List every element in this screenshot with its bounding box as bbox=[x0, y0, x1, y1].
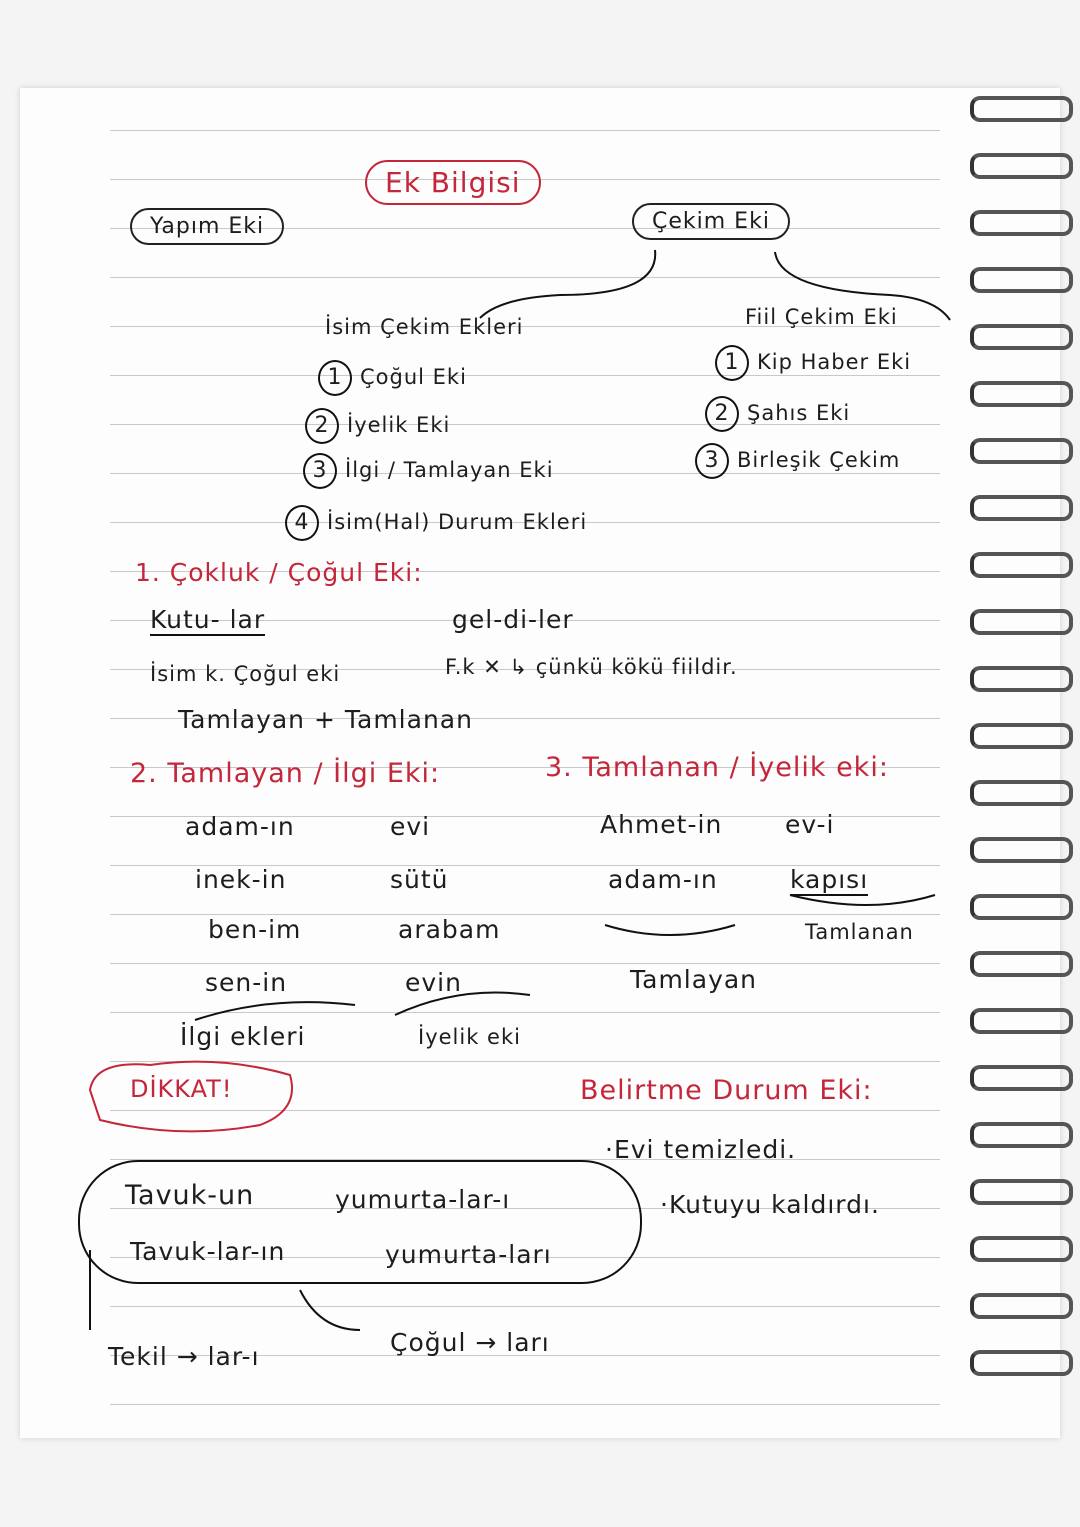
s3-row2-a: adam-ın bbox=[608, 865, 718, 894]
fiil-cekim-title: Fiil Çekim Eki bbox=[745, 305, 898, 329]
s3-row1-a: Ahmet-in bbox=[600, 810, 723, 839]
dikkat-line2b: yumurta-ları bbox=[385, 1240, 552, 1269]
s2-row1-a: adam-ın bbox=[185, 812, 295, 841]
isim-item-3: 3 İlgi / Tamlayan Eki bbox=[303, 453, 554, 489]
isim-cekim-title: İsim Çekim Ekleri bbox=[325, 315, 524, 339]
dikkat-line1b: yumurta-lar-ı bbox=[335, 1185, 511, 1214]
belirtme-heading: Belirtme Durum Eki: bbox=[580, 1075, 873, 1106]
s2-row4-a: sen-in bbox=[205, 968, 288, 997]
formula: Tamlayan + Tamlanan bbox=[178, 705, 473, 734]
fiil-item-3: 3 Birleşik Çekim bbox=[695, 443, 900, 479]
cogul-note: Çoğul → ları bbox=[390, 1328, 550, 1357]
isim-item-4: 4 İsim(Hal) Durum Ekleri bbox=[285, 505, 587, 541]
dikkat-line2a: Tavuk-lar-ın bbox=[130, 1237, 286, 1266]
s2-row3-b: arabam bbox=[398, 915, 501, 944]
tamlanan-label: Tamlanan bbox=[805, 920, 914, 944]
fiil-item-2: 2 Şahıs Eki bbox=[705, 396, 850, 432]
dikkat-line1a: Tavuk-un bbox=[125, 1180, 255, 1211]
isim-item-1: 1 Çoğul Eki bbox=[318, 360, 467, 396]
cekim-eki: Çekim Eki bbox=[632, 203, 790, 240]
example-kutular: Kutu- lar bbox=[150, 605, 266, 634]
isim-item-2: 2 İyelik Eki bbox=[305, 408, 450, 444]
s2-row4-b: evin bbox=[405, 968, 462, 997]
iyelik-eki-label: İyelik eki bbox=[418, 1025, 521, 1049]
section3-heading: 3. Tamlanan / İyelik eki: bbox=[545, 752, 889, 783]
yapim-eki: Yapım Eki bbox=[130, 208, 284, 245]
belirtme-ex2: ·Kutuyu kaldırdı. bbox=[660, 1190, 880, 1219]
s3-row1-b: ev-i bbox=[785, 810, 835, 839]
section1-heading: 1. Çokluk / Çoğul Eki: bbox=[135, 558, 423, 587]
fiil-item-1: 1 Kip Haber Eki bbox=[715, 345, 911, 381]
dikkat-label: DİKKAT! bbox=[130, 1075, 233, 1103]
example-geldiler: gel-di-ler bbox=[452, 605, 574, 634]
note-isim: İsim k. Çoğul eki bbox=[150, 662, 341, 686]
s2-row1-b: evi bbox=[390, 812, 431, 841]
s2-row2-a: inek-in bbox=[195, 865, 287, 894]
belirtme-ex1: ·Evi temizledi. bbox=[605, 1135, 797, 1164]
tamlayan-label: Tamlayan bbox=[630, 965, 758, 994]
s2-row2-b: sütü bbox=[390, 865, 449, 894]
title: Ek Bilgisi bbox=[365, 160, 541, 205]
section2-heading: 2. Tamlayan / İlgi Eki: bbox=[130, 758, 441, 789]
s2-row3-a: ben-im bbox=[208, 915, 302, 944]
tekil-note: Tekil → lar-ı bbox=[108, 1342, 260, 1371]
note-fiil: F.k ✕ ↳ çünkü kökü fiildir. bbox=[445, 655, 738, 679]
ilgi-ekleri-label: İlgi ekleri bbox=[180, 1022, 306, 1051]
s3-row2-b: kapısı bbox=[790, 865, 869, 894]
